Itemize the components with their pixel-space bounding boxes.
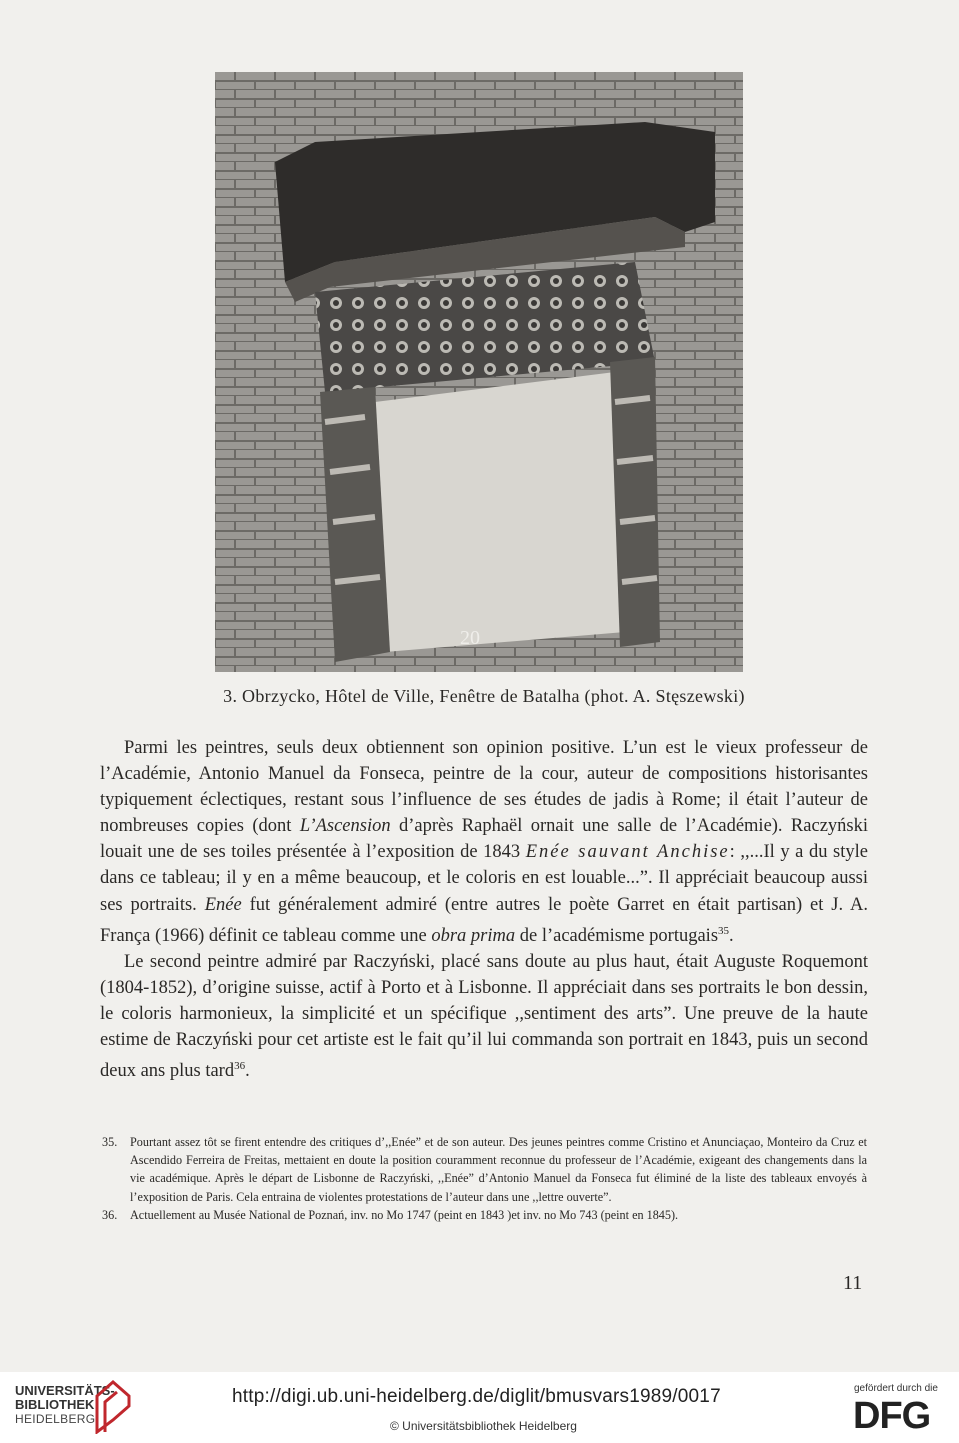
funder-label: gefördert durch die (854, 1383, 938, 1394)
figure-caption: 3. Obrzycko, Hôtel de Ville, Fenêtre de Batalha (phot. A. Stęszewski) (223, 686, 745, 706)
body-text (100, 735, 868, 1085)
footnote-ref-35[interactable]: 35 (718, 924, 730, 937)
footnote-36: 36. Actuellement au Musée National de Poznań, inv. no Mo 1747 (peint en 1843 )et inv. no Mo 743 (peint en 1845). (102, 1207, 679, 1222)
footnote-ref-36[interactable]: 36 (234, 1060, 246, 1073)
permalink-url[interactable]: http://digi.ub.uni-heidelberg.de/diglit/bmusvars1989/0017 (232, 1386, 721, 1407)
footnote-35: 35. Pourtant assez tôt se firent entendre des critiques d’,,Enée” et de son auteur. Des jeunes peintres comme Cristino et Anunciaçao, Monteiro da Cruz et Ascendido Ferreira de Freitas, mettaient en doute la position couramment reconnue du professeur de l’Académie, exigeant des changements dans la vie académique. Après le départ de Lisbonne de Raczyński, ,,Enée” d’Antonio Manuel da Fonseca fut éliminé de la liste des tableaux envoyés à l’exposition de Paris. Cela entraina de violentes protestations de l’auteur dans une ,,lettre ouverte”. (102, 1135, 867, 1204)
paragraph-2: Le second peintre admiré par Raczyński, placé sans doute au plus haut, était Auguste Roquemont (1804-1852), d’origine suisse, actif à Porto et à Lisbonne. Il appréciait dans ses portraits le bon dessin, le coloris harmonieux, la simplicité et un spécifique ,,sentiment des arts”. Une preuve de la haute estime de Raczyński pour cet artiste est le fait qu’il lui commanda son portrait en 1843, puis un second deux ans plus tard$^{36}$. (100, 951, 868, 1082)
footnotes (102, 1133, 867, 1224)
digitization-footer (0, 1372, 959, 1443)
photo-number: 20 (460, 627, 480, 649)
page-number: 11 (843, 1272, 863, 1294)
library-emblem-icon (93, 1376, 133, 1434)
dfg-logo[interactable]: DFG (853, 1395, 931, 1437)
university-library-logo[interactable]: UNIVERSITÄTS- BIBLIOTHEK HEIDELBERG (15, 1383, 115, 1426)
figure-photo (215, 72, 743, 672)
copyright-notice: © Universitätsbibliothek Heidelberg (390, 1419, 577, 1433)
window-photograph (215, 72, 743, 672)
paragraph-1: Parmi les peintres, seuls deux obtiennent son opinion positive. L’un est le vieux professeur de l’Académie, Antonio Manuel da Fonseca, peintre de la cour, auteur de compositions historisantes typiquement éclectiques, restant sous l’influence de ses études de jadis à Rome; il était l’auteur de nombreuses copies (dont L’Ascension d’après Raphaël ornait une salle de l’Académie). Raczyński louait une de ses toiles présentée à l’exposition de 1843 Enée sauvant Anchise: ,,...Il y a du style dans ce tableau; il y en a même beaucoup, et le coloris en est louable...”. Il appréciait beaucoup aussi ses portraits. Enée fut généralement admiré (entre autres le poète Garret en était partisan) et J. A. França (1966) définit ce tableau comme une obra prima de l’académisme portugais$^{35}$. (100, 738, 868, 946)
